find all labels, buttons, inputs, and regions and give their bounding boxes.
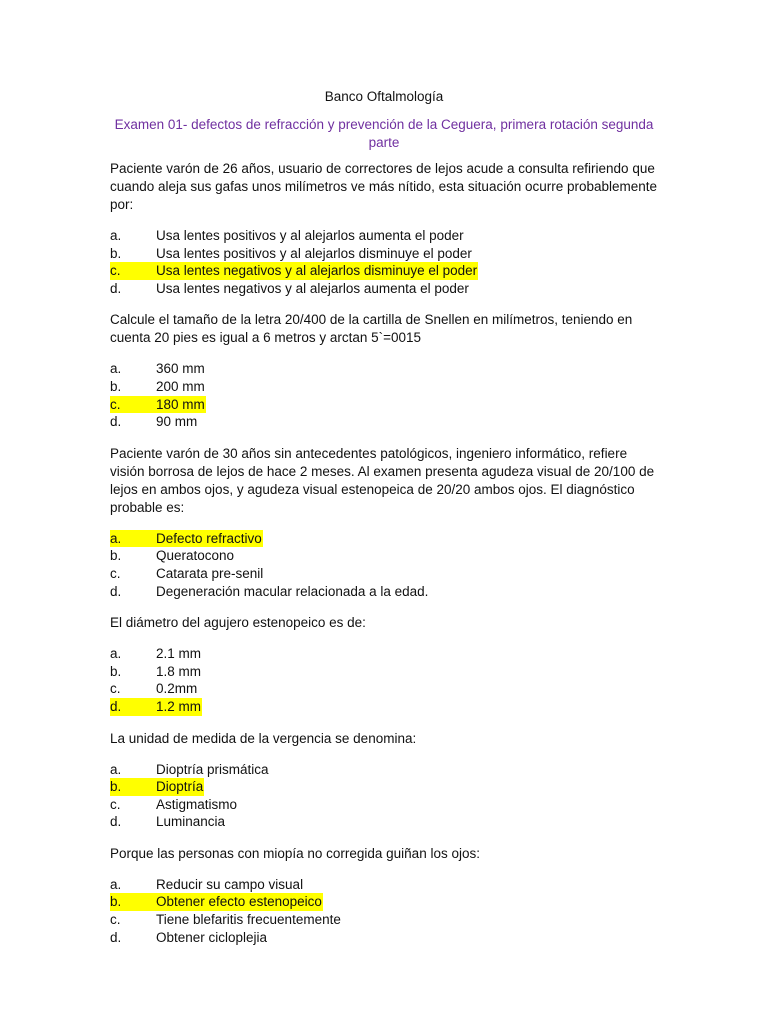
option-text: 200 mm (156, 378, 205, 394)
option (110, 413, 662, 431)
option (110, 929, 662, 947)
option-text: Queratocono (156, 548, 235, 564)
option-text: 360 mm (156, 361, 205, 377)
option-letter: d. (110, 929, 122, 945)
option (110, 911, 662, 929)
option-text: Tiene blefaritis frecuentemente (156, 912, 341, 928)
question-text: Calcule el tamaño de la letra 20/400 de la cartilla de Snellen en milímetros, teniendo en cuenta 20 pies es igual a 6 metros y arctan 5`=0015 (110, 312, 633, 346)
option (110, 876, 662, 894)
question-text: La unidad de medida de la vergencia se denomina: (110, 730, 417, 746)
option (110, 547, 662, 565)
option-text: Degeneración macular relacionada a la edad. (156, 583, 429, 599)
option-letter: a. (110, 761, 122, 777)
option (110, 645, 662, 663)
option-text: Usa lentes negativos y al alejarlos disminuye el poder (156, 263, 478, 279)
option-text: Obtener cicloplejia (156, 929, 268, 945)
option-list (110, 227, 662, 297)
option-highlight (110, 680, 198, 698)
option (110, 680, 662, 698)
option-highlight (110, 796, 238, 814)
option-text: Catarata pre-senil (156, 565, 264, 581)
option-letter: a. (110, 876, 122, 892)
option-text: 1.2 mm (156, 698, 202, 714)
option-letter: a. (110, 361, 122, 377)
option-highlight (110, 583, 429, 601)
option-highlight (110, 547, 235, 565)
option-text: Astigmatismo (156, 796, 238, 812)
option-text: Dioptría prismática (156, 761, 269, 777)
option-correct-highlighted (110, 396, 662, 414)
option-highlight (110, 911, 342, 929)
option-highlight (110, 698, 202, 716)
option-letter: c. (110, 263, 121, 279)
option-list (110, 645, 662, 715)
option-highlight (110, 245, 473, 263)
option-highlight (110, 262, 478, 280)
option-text: 180 mm (156, 396, 205, 412)
question-text: Paciente varón de 30 años sin antecedentes patológicos, ingeniero informático, refiere visión borrosa de lejos de hace 2 meses. Al examen presenta agudeza visual de 20/100 de lejos en ambos ojos, y agudeza visual estenopeica de 20/20 ambos ojos. El diagnóstico probable es: (110, 445, 655, 515)
option-text: Usa lentes negativos y al alejarlos aumenta el poder (156, 280, 469, 296)
option-list (110, 530, 662, 600)
option (110, 280, 662, 298)
option-letter: d. (110, 414, 122, 430)
option-text: Usa lentes positivos y al alejarlos aumenta el poder (156, 228, 464, 243)
option-highlight (110, 396, 206, 414)
option (110, 796, 662, 814)
document-subtitle: Examen 01- defectos de refracción y prevención de la Ceguera, primera rotación segunda parte (114, 117, 654, 150)
option (110, 583, 662, 601)
option-highlight (110, 227, 465, 245)
option (110, 663, 662, 681)
option-letter: c. (110, 912, 121, 928)
option-correct-highlighted (110, 698, 662, 716)
option-letter: b. (110, 663, 122, 679)
option (110, 813, 662, 831)
option-correct-highlighted (110, 778, 662, 796)
option-letter: c. (110, 796, 121, 812)
document-title: Banco Oftalmología (324, 89, 444, 104)
option-highlight (110, 530, 263, 548)
option-letter: c. (110, 396, 121, 412)
option-correct-highlighted (110, 530, 662, 548)
option-letter: a. (110, 530, 122, 546)
option-highlight (110, 929, 268, 947)
option-letter: a. (110, 646, 122, 662)
option-letter: d. (110, 698, 122, 714)
option-highlight (110, 413, 198, 431)
option (110, 360, 662, 378)
question-list (110, 160, 662, 960)
option-highlight (110, 280, 470, 298)
option-highlight (110, 778, 204, 796)
option-list (110, 360, 662, 430)
option-highlight (110, 360, 206, 378)
option-letter: b. (110, 378, 122, 394)
option-list (110, 761, 662, 831)
option-letter: a. (110, 228, 122, 243)
option-letter: b. (110, 779, 122, 795)
option-highlight (110, 378, 206, 396)
question-text: Porque las personas con miopía no corregida guiñan los ojos: (110, 845, 480, 861)
option (110, 565, 662, 583)
option-list (110, 876, 662, 946)
option (110, 378, 662, 396)
option-text: 2.1 mm (156, 646, 202, 662)
option-text: Obtener efecto estenopeico (156, 894, 322, 910)
option-correct-highlighted (110, 893, 662, 911)
option (110, 245, 662, 263)
option-highlight (110, 876, 304, 894)
option-text: Luminancia (156, 814, 226, 830)
option-text: Dioptría (156, 779, 204, 795)
question-text: El diámetro del agujero estenopeico es de: (110, 615, 366, 631)
option-highlight (110, 893, 323, 911)
option-text: Defecto refractivo (156, 530, 262, 546)
option-highlight (110, 565, 264, 583)
option-letter: d. (110, 583, 122, 599)
option-text: Usa lentes positivos y al alejarlos disminuye el poder (156, 245, 472, 261)
option-text: 0.2mm (156, 681, 198, 697)
option-highlight (110, 761, 270, 779)
option-correct-highlighted (110, 262, 662, 280)
option-letter: d. (110, 280, 122, 296)
question-text: Paciente varón de 26 años, usuario de correctores de lejos acude a consulta refiriendo que cuando aleja sus gafas unos milímetros ve más nítido, esta situación ocurre probablemente por: (110, 161, 658, 212)
option (110, 227, 662, 245)
option-letter: b. (110, 245, 122, 261)
option-highlight (110, 663, 202, 681)
option-text: 90 mm (156, 414, 198, 430)
option-text: Reducir su campo visual (156, 876, 304, 892)
option-letter: b. (110, 548, 122, 564)
option-text: 1.8 mm (156, 663, 202, 679)
option-highlight (110, 813, 226, 831)
option-letter: d. (110, 814, 122, 830)
option-letter: c. (110, 681, 121, 697)
option-highlight (110, 645, 202, 663)
option-letter: b. (110, 894, 122, 910)
option (110, 761, 662, 779)
option-letter: c. (110, 565, 121, 581)
